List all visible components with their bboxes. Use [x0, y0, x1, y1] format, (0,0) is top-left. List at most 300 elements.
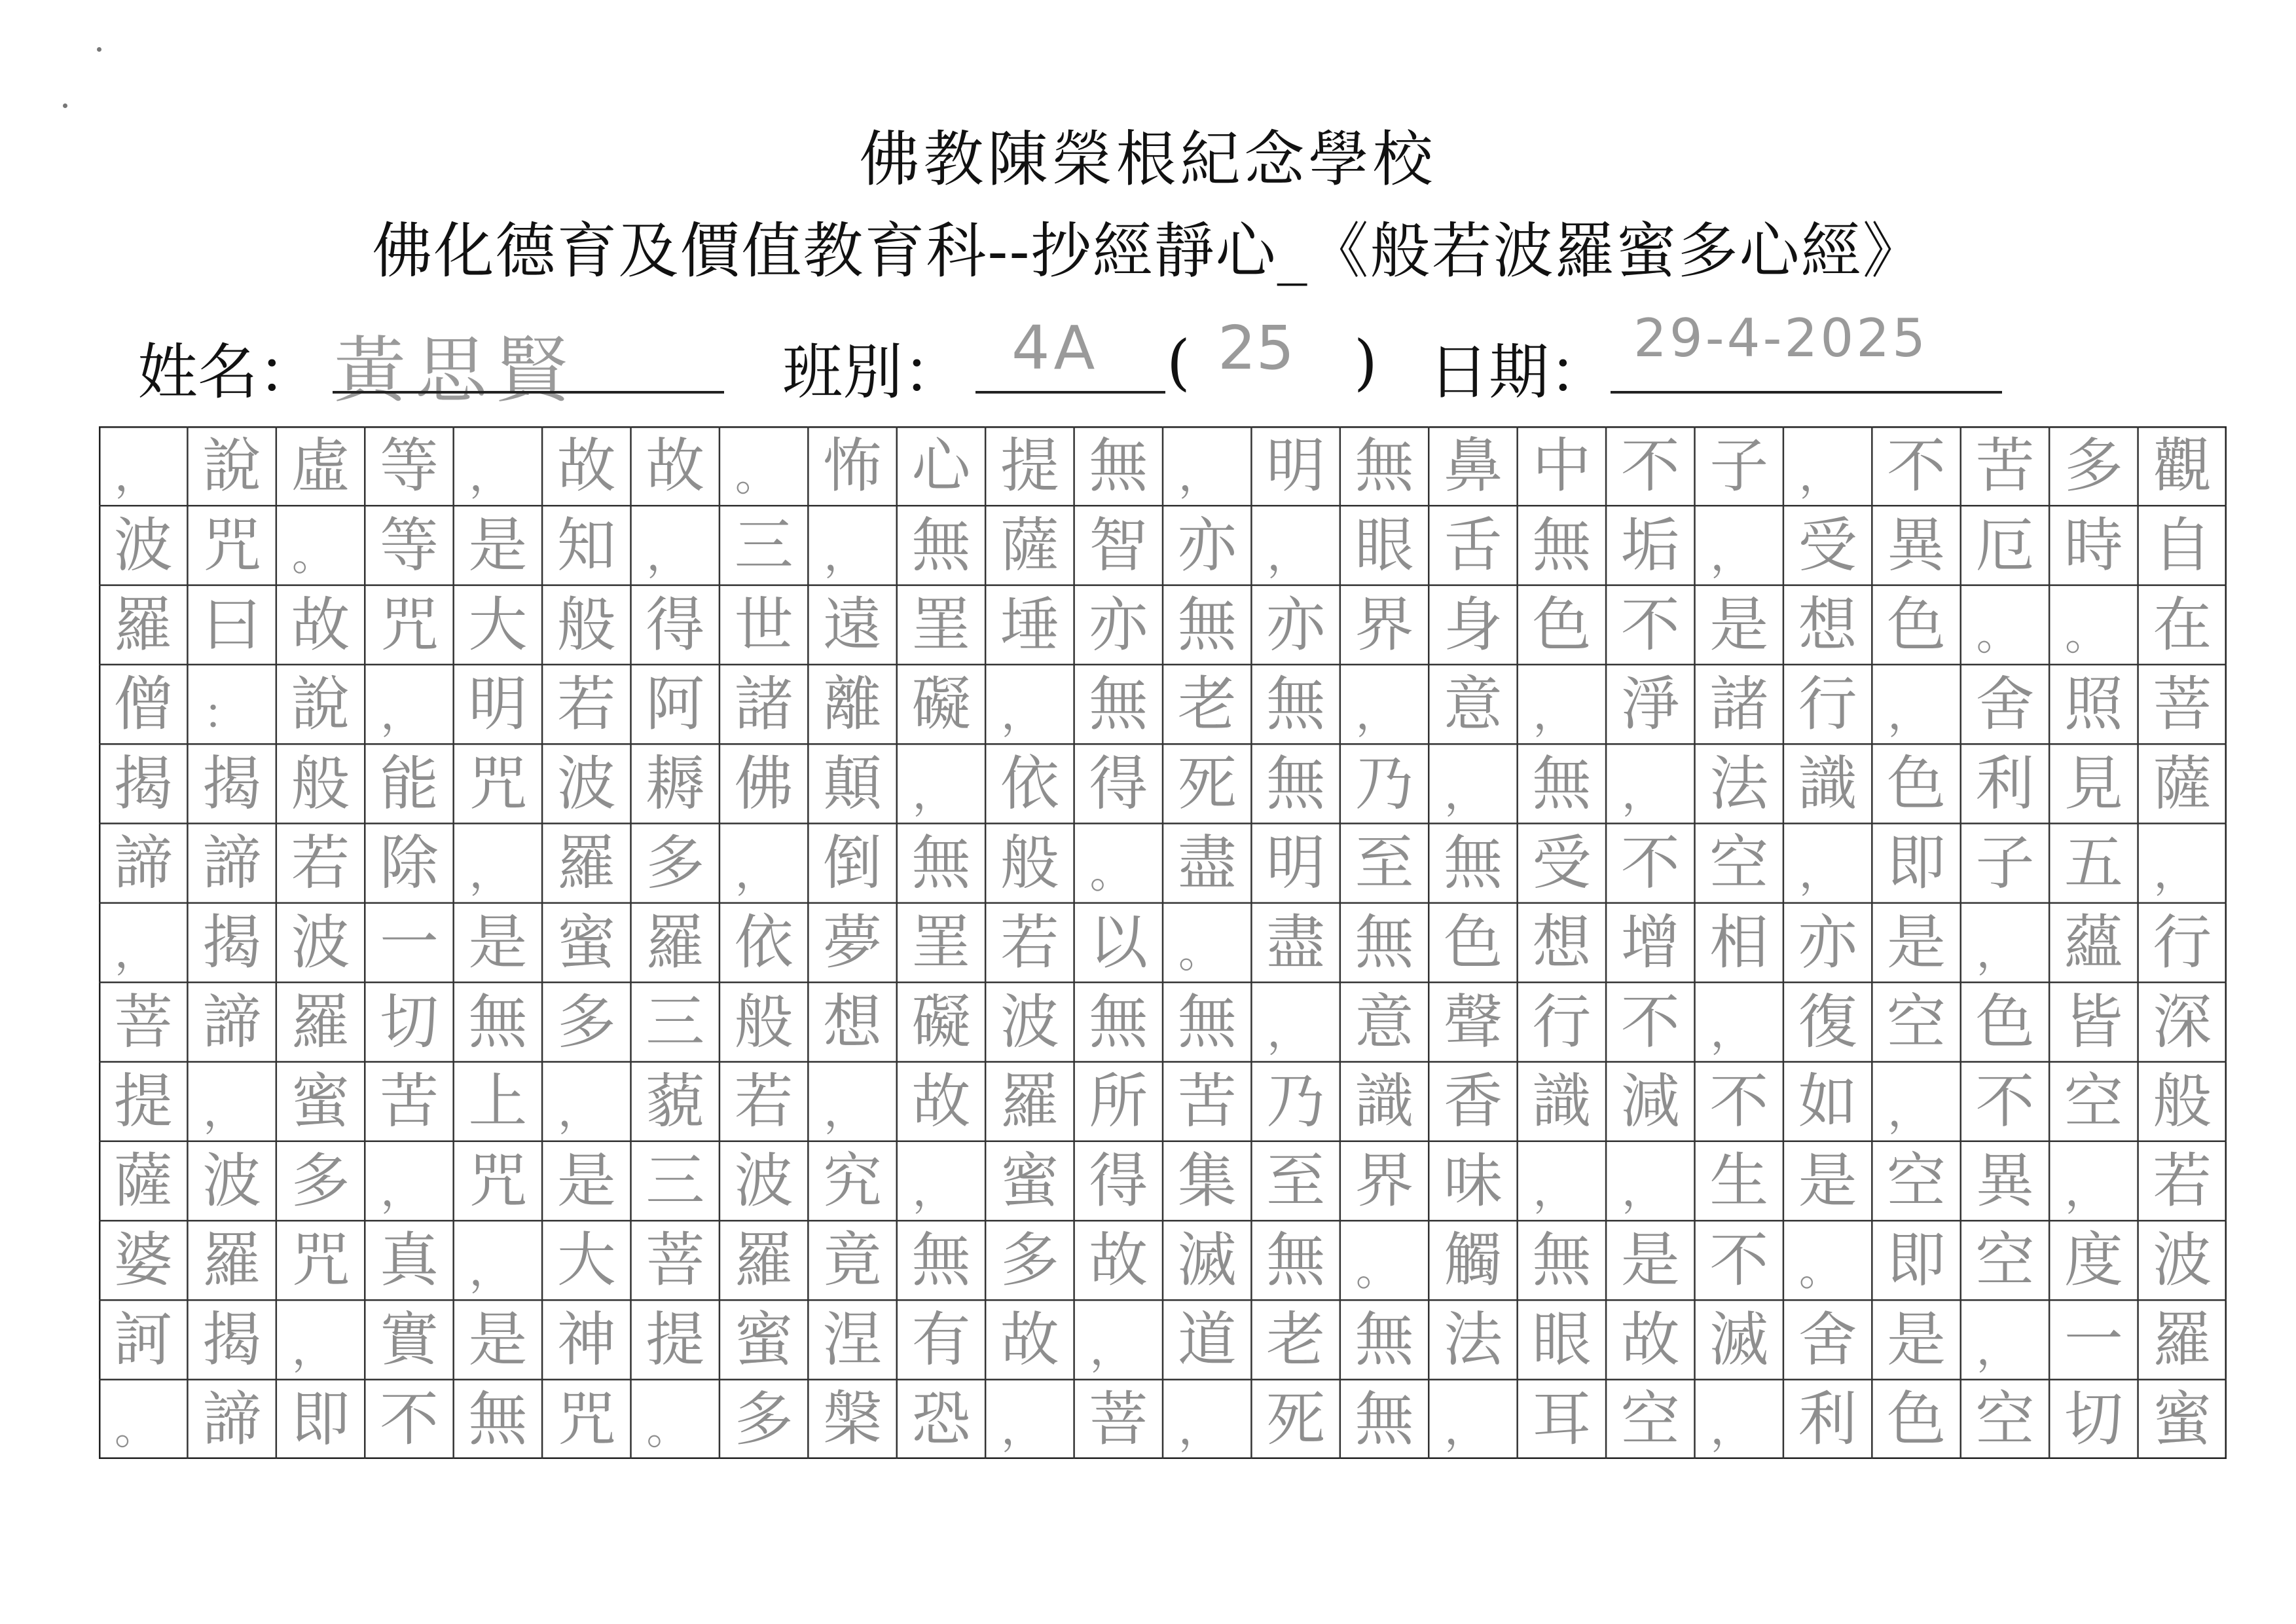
grid-character: 度 [2064, 1226, 2123, 1295]
grid-character: 羅 [2153, 1305, 2212, 1375]
grid-character: 子 [1709, 432, 1769, 501]
grid-character: ， [380, 1165, 424, 1216]
grid-character: 。 [1178, 927, 1222, 978]
grid-character: 怖 [823, 432, 883, 501]
grid-character: 多 [1000, 1226, 1059, 1295]
grid-character: 等 [379, 511, 439, 580]
grid-character: 諦 [202, 1384, 262, 1454]
grid-character: 行 [2153, 908, 2212, 977]
grid-character: 三 [734, 511, 793, 580]
grid-character: 訶 [113, 1305, 173, 1375]
grid-character: 羅 [291, 987, 350, 1057]
grid-character: 咒 [556, 1384, 616, 1454]
grid-character: 生 [1709, 1146, 1769, 1215]
grid-character: 遠 [823, 590, 883, 659]
grid-character: 是 [468, 908, 528, 977]
grid-character: 得 [1089, 749, 1148, 819]
grid-character: 無 [1266, 749, 1326, 819]
grid-character: 揭 [202, 908, 262, 977]
grid-character: 不 [1620, 432, 1680, 501]
name-label: 姓名： [137, 337, 319, 407]
grid-character: 多 [291, 1146, 350, 1215]
grid-character: 無 [1355, 432, 1414, 501]
grid-character: ， [380, 688, 424, 739]
grid-character: 識 [1798, 749, 1857, 819]
grid-character: ， [912, 767, 956, 819]
grid-character: 無 [1355, 1384, 1414, 1454]
grid-character: 羅 [113, 590, 173, 659]
grid-character: 亦 [1798, 908, 1857, 977]
grid-character: 想 [823, 987, 883, 1057]
grid-character: 以 [1089, 908, 1148, 977]
grid-character: ， [469, 1244, 513, 1295]
grid-character: ， [824, 530, 867, 581]
scan-speck [97, 47, 101, 52]
grid-character: ， [1710, 1403, 1754, 1454]
grid-character: 五 [2064, 828, 2123, 898]
grid-character: 羅 [734, 1226, 793, 1295]
grid-character: 得 [646, 590, 705, 659]
grid-character: 智 [1089, 511, 1148, 580]
grid-character: 故 [291, 590, 350, 659]
grid-character: 真 [379, 1226, 439, 1295]
grid-character: 識 [1532, 1067, 1592, 1136]
grid-character: 恐 [911, 1384, 971, 1454]
class-underline [975, 391, 1165, 394]
grid-character: 能 [379, 749, 439, 819]
grid-character: ， [114, 927, 158, 978]
grid-character: 法 [1443, 1305, 1503, 1375]
grid-character: 大 [468, 590, 528, 659]
grid-character: 上 [468, 1067, 528, 1136]
grid-character: 。 [646, 1403, 690, 1454]
grid-character: ， [1001, 688, 1045, 739]
grid-character: 得 [1089, 1146, 1148, 1215]
grid-character: 死 [1266, 1384, 1326, 1454]
grid-character: 苦 [1975, 432, 2035, 501]
grid-character: 波 [734, 1146, 793, 1215]
grid-character: 故 [556, 432, 616, 501]
grid-character: 蜜 [291, 1067, 350, 1136]
grid-character: 咒 [468, 749, 528, 819]
grid-character: 依 [1000, 749, 1059, 819]
grid-character: 乃 [1266, 1067, 1326, 1136]
grid-character: ， [1621, 1165, 1665, 1216]
grid-character: 咒 [468, 1146, 528, 1215]
grid-character: 鼻 [1443, 432, 1503, 501]
grid-character: 知 [556, 511, 616, 580]
grid-character: 香 [1443, 1067, 1503, 1136]
grid-character: ， [1178, 1403, 1222, 1454]
grid-character: 觸 [1443, 1226, 1503, 1295]
grid-character: 苦 [1177, 1067, 1237, 1136]
grid-character: 道 [1177, 1305, 1237, 1375]
grid-character: 異 [1975, 1146, 2035, 1215]
grid-character: 子 [1975, 828, 2035, 898]
grid-character: 無 [1177, 590, 1237, 659]
grid-character: 不 [1620, 987, 1680, 1057]
grid-character: 故 [1620, 1305, 1680, 1375]
grid-character: ， [1533, 688, 1576, 739]
grid-character: 舌 [1443, 511, 1503, 580]
grid-character: 不 [1620, 590, 1680, 659]
grid-character: ， [1798, 847, 1842, 898]
grid-character: 埵 [1000, 590, 1059, 659]
grid-character: 無 [1266, 1226, 1326, 1295]
grid-character: 。 [114, 1403, 158, 1454]
grid-character: 明 [1266, 828, 1326, 898]
grid-character: 菩 [1089, 1384, 1148, 1454]
grid-character: 般 [734, 987, 793, 1057]
grid-character: 老 [1177, 670, 1237, 739]
grid-character: 識 [1355, 1067, 1414, 1136]
grid-character: 受 [1798, 511, 1857, 580]
grid-character: ， [2065, 1165, 2109, 1216]
grid-character: ， [1533, 1165, 1576, 1216]
grid-character: 揭 [202, 749, 262, 819]
grid-character: 意 [1443, 670, 1503, 739]
grid-character: 咒 [291, 1226, 350, 1295]
grid-character: 倒 [823, 828, 883, 898]
grid-character: 照 [2064, 670, 2123, 739]
grid-character: ， [1267, 530, 1311, 581]
grid-character: 切 [2064, 1384, 2123, 1454]
grid-character: 即 [291, 1384, 350, 1454]
grid-character: 波 [556, 749, 616, 819]
grid-character: 是 [1798, 1146, 1857, 1215]
grid-character: 舍 [1975, 670, 2035, 739]
scan-speck [63, 103, 67, 108]
grid-character: ， [1621, 767, 1665, 819]
grid-character: 咒 [379, 590, 439, 659]
grid-character: 有 [911, 1305, 971, 1375]
grid-character: 盡 [1177, 828, 1237, 898]
name-underline [333, 391, 724, 394]
grid-character: ， [1976, 927, 2020, 978]
grid-character: 無 [1266, 670, 1326, 739]
grid-character: 減 [1620, 1067, 1680, 1136]
grid-character: 想 [1532, 908, 1592, 977]
grid-character: 。 [2065, 609, 2109, 660]
grid-character: 空 [1887, 1146, 1946, 1215]
grid-character: 諸 [734, 670, 793, 739]
grid-character: 在 [2153, 590, 2212, 659]
grid-character: 意 [1355, 987, 1414, 1057]
grid-character: 色 [1887, 590, 1946, 659]
grid-character: ， [1710, 1006, 1754, 1057]
grid-character: 眼 [1532, 1305, 1592, 1375]
grid-character: 諦 [202, 987, 262, 1057]
grid-character: 中 [1532, 432, 1592, 501]
grid-character: 至 [1266, 1146, 1326, 1215]
grid-character: 空 [1887, 987, 1946, 1057]
grid-character: 界 [1355, 1146, 1414, 1215]
grid-character: 波 [1000, 987, 1059, 1057]
grid-character: 自 [2153, 511, 2212, 580]
school-title: 佛教陳榮根紀念學校 [859, 124, 1437, 194]
grid-character: 亦 [1266, 590, 1326, 659]
grid-character: ， [1355, 688, 1399, 739]
grid-character: 色 [1975, 987, 2035, 1057]
grid-character: 諦 [113, 828, 173, 898]
grid-character: 說 [291, 670, 350, 739]
grid-character: 觀 [2153, 432, 2212, 501]
grid-character: 滅 [1177, 1226, 1237, 1295]
grid-character: 色 [1887, 1384, 1946, 1454]
grid-character: 大 [556, 1226, 616, 1295]
grid-character: 滅 [1709, 1305, 1769, 1375]
grid-character: 蜜 [1000, 1146, 1059, 1215]
grid-character: 無 [1532, 511, 1592, 580]
grid-character: 多 [646, 828, 705, 898]
date-value: 29-4-2025 [1633, 308, 1929, 369]
grid-character: 無 [468, 1384, 528, 1454]
grid-character: 三 [646, 1146, 705, 1215]
grid-character: 法 [1709, 749, 1769, 819]
grid-character: 揭 [113, 749, 173, 819]
grid-character: 阿 [646, 670, 705, 739]
grid-character: 波 [202, 1146, 262, 1215]
grid-character: 利 [1975, 749, 2035, 819]
grid-character: 提 [646, 1305, 705, 1375]
grid-character: ， [912, 1165, 956, 1216]
grid-character: 是 [1887, 1305, 1946, 1375]
grid-character: 羅 [646, 908, 705, 977]
grid-character: 薩 [1000, 511, 1059, 580]
grid-character: 想 [1798, 590, 1857, 659]
grid-character: 咒 [202, 511, 262, 580]
grid-character: ， [114, 450, 158, 501]
grid-character: 是 [1709, 590, 1769, 659]
grid-character: 老 [1266, 1305, 1326, 1375]
grid-character: 空 [1620, 1384, 1680, 1454]
grid-character: 故 [1000, 1305, 1059, 1375]
grid-character: 深 [2153, 987, 2212, 1057]
grid-character: 故 [646, 432, 705, 501]
grid-character: 神 [556, 1305, 616, 1375]
grid-character: 離 [823, 670, 883, 739]
grid-character: 多 [734, 1384, 793, 1454]
grid-character: 若 [2153, 1146, 2212, 1215]
grid-character: 無 [1355, 908, 1414, 977]
grid-character: 利 [1798, 1384, 1857, 1454]
grid-character: 舍 [1798, 1305, 1857, 1375]
grid-character: 無 [911, 828, 971, 898]
grid-character: ， [1887, 688, 1931, 739]
grid-character: 一 [379, 908, 439, 977]
grid-character: 世 [734, 590, 793, 659]
grid-character: 菩 [646, 1226, 705, 1295]
grid-character: 等 [379, 432, 439, 501]
grid-character: 不 [1975, 1067, 2035, 1136]
grid-character: 。 [1355, 1244, 1399, 1295]
grid-character: 耨 [646, 749, 705, 819]
grid-character: 見 [2064, 749, 2123, 819]
grid-character: 行 [1798, 670, 1857, 739]
grid-character: 揭 [202, 1305, 262, 1375]
grid-character: 苦 [379, 1067, 439, 1136]
grid-character: 竟 [823, 1226, 883, 1295]
grid-character: 蜜 [734, 1305, 793, 1375]
grid-character: 色 [1532, 590, 1592, 659]
grid-character: 一 [2064, 1305, 2123, 1375]
grid-character: 薩 [2153, 749, 2212, 819]
grid-character: 羅 [202, 1226, 262, 1295]
grid-character: ， [2153, 847, 2197, 898]
grid-character: 三 [646, 987, 705, 1057]
grid-character: 明 [1266, 432, 1326, 501]
grid-character: 受 [1532, 828, 1592, 898]
date-underline [1611, 391, 2002, 394]
grid-character: 故 [1089, 1226, 1148, 1295]
grid-character: ， [1444, 767, 1488, 819]
grid-character: 是 [1620, 1226, 1680, 1295]
copying-grid [99, 426, 2227, 1459]
grid-character: 若 [556, 670, 616, 739]
grid-character: 時 [2064, 511, 2123, 580]
grid-character: 若 [291, 828, 350, 898]
grid-character: 僧 [113, 670, 173, 739]
grid-character: 罣 [911, 590, 971, 659]
grid-character: 不 [379, 1384, 439, 1454]
grid-character: 色 [1887, 749, 1946, 819]
grid-character: 不 [1887, 432, 1946, 501]
grid-character: 死 [1177, 749, 1237, 819]
grid-character: ， [1001, 1403, 1045, 1454]
grid-character: 若 [1000, 908, 1059, 977]
grid-character: 提 [1000, 432, 1059, 501]
grid-character: 味 [1443, 1146, 1503, 1215]
grid-character: 淨 [1620, 670, 1680, 739]
grid-character: 厄 [1975, 511, 2035, 580]
grid-character: ， [291, 1324, 335, 1375]
grid-character: 。 [735, 450, 778, 501]
grid-character: 切 [379, 987, 439, 1057]
grid-character: 盡 [1266, 908, 1326, 977]
grid-character: 眼 [1355, 511, 1414, 580]
grid-character: 。 [1976, 609, 2020, 660]
grid-character: 若 [734, 1067, 793, 1136]
grid-character: 般 [2153, 1067, 2212, 1136]
grid-character: 波 [113, 511, 173, 580]
grid-character: 般 [1000, 828, 1059, 898]
grid-character: 是 [1887, 908, 1946, 977]
class-number-close-paren: ) [1354, 327, 1377, 397]
grid-character: 多 [2064, 432, 2123, 501]
date-label: 日期： [1429, 337, 1610, 407]
grid-character: ， [1267, 1006, 1311, 1057]
grid-character: 佛 [734, 749, 793, 819]
grid-character: 無 [1532, 749, 1592, 819]
grid-character: 集 [1177, 1146, 1237, 1215]
grid-character: 實 [379, 1305, 439, 1375]
grid-character: 礙 [911, 987, 971, 1057]
grid-character: 身 [1443, 590, 1503, 659]
grid-character: ， [1976, 1324, 2020, 1375]
grid-character: 是 [556, 1146, 616, 1215]
grid-character: 是 [468, 1305, 528, 1375]
grid-character: 般 [291, 749, 350, 819]
grid-character: 無 [911, 511, 971, 580]
grid-character: 無 [1089, 987, 1148, 1057]
grid-character: 明 [468, 670, 528, 739]
grid-character: 羅 [1000, 1067, 1059, 1136]
copying-grid-svg [99, 426, 2227, 1459]
grid-character: 耳 [1532, 1384, 1592, 1454]
grid-character: 曰 [202, 590, 262, 659]
grid-character: 無 [1443, 828, 1503, 898]
grid-character: 即 [1887, 1226, 1946, 1295]
grid-character: ， [203, 1086, 247, 1137]
grid-character: 增 [1620, 908, 1680, 977]
grid-character: 婆 [113, 1226, 173, 1295]
grid-character: 垢 [1620, 511, 1680, 580]
grid-character: 即 [1887, 828, 1946, 898]
grid-character: 不 [1620, 828, 1680, 898]
grid-character: 提 [113, 1067, 173, 1136]
grid-character: ： [203, 688, 247, 739]
class-number-value: 25 [1218, 313, 1295, 383]
grid-character: ， [1178, 450, 1222, 501]
grid-character: ， [824, 1086, 867, 1137]
grid-character: 涅 [823, 1305, 883, 1375]
grid-character: 空 [1975, 1384, 2035, 1454]
class-number-open-paren: ( [1167, 327, 1190, 397]
grid-character: 故 [911, 1067, 971, 1136]
grid-character: 無 [1089, 670, 1148, 739]
class-label: 班別： [782, 337, 964, 407]
grid-character: 波 [291, 908, 350, 977]
grid-character: 依 [734, 908, 793, 977]
grid-character: 相 [1709, 908, 1769, 977]
grid-character: 夢 [823, 908, 883, 977]
grid-character: 無 [1089, 432, 1148, 501]
grid-character: ， [1798, 450, 1842, 501]
grid-character: 除 [379, 828, 439, 898]
grid-character: 諦 [202, 828, 262, 898]
grid-character: 行 [1532, 987, 1592, 1057]
grid-character: 虛 [291, 432, 350, 501]
grid-character: 聲 [1443, 987, 1503, 1057]
grid-character: 。 [291, 530, 335, 581]
grid-character: 諸 [1709, 670, 1769, 739]
grid-character: 般 [556, 590, 616, 659]
grid-character: 無 [1177, 987, 1237, 1057]
grid-character: 不 [1709, 1067, 1769, 1136]
grid-character: 。 [1798, 1244, 1842, 1295]
grid-character: 槃 [823, 1384, 883, 1454]
grid-character: 無 [911, 1226, 971, 1295]
grid-character: 顛 [823, 749, 883, 819]
grid-character: ， [1444, 1403, 1488, 1454]
grid-character: 亦 [1089, 590, 1148, 659]
grid-character: 菩 [2153, 670, 2212, 739]
grid-character: 空 [1709, 828, 1769, 898]
grid-character: 不 [1709, 1226, 1769, 1295]
grid-character: 乃 [1355, 749, 1414, 819]
grid-character: 薩 [113, 1146, 173, 1215]
grid-character: 藐 [646, 1067, 705, 1136]
grid-character: 皆 [2064, 987, 2123, 1057]
grid-character: 多 [556, 987, 616, 1057]
class-value: 4A [1011, 313, 1099, 383]
grid-character: ， [646, 530, 690, 581]
grid-character: 心 [911, 432, 971, 501]
grid-character: 亦 [1177, 511, 1237, 580]
grid-character: 異 [1887, 511, 1946, 580]
grid-character: 無 [1532, 1226, 1592, 1295]
grid-character: ， [735, 847, 778, 898]
